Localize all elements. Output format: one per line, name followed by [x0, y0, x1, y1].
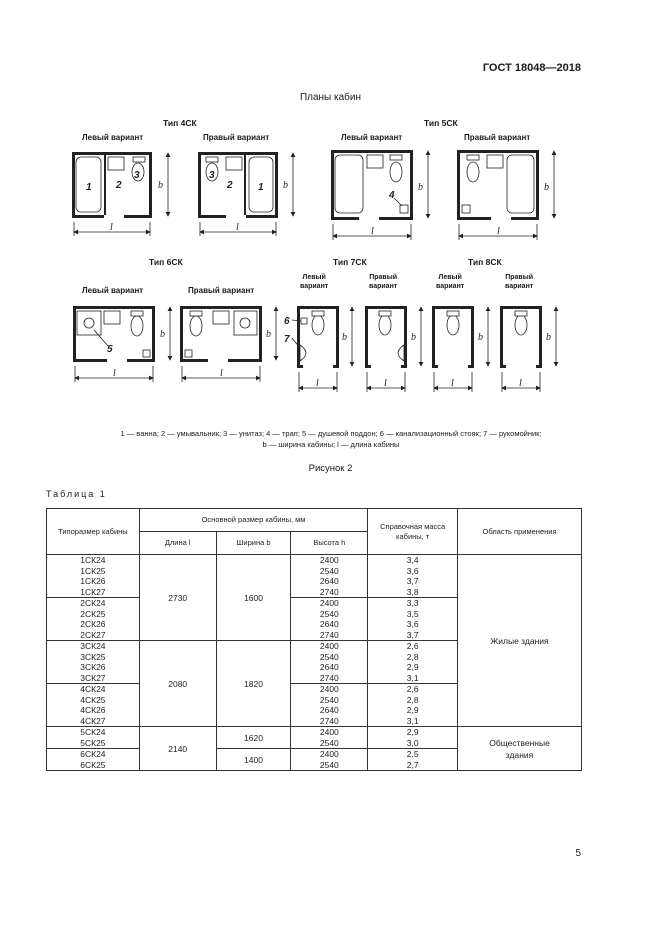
plan-5sk-left — [331, 150, 413, 220]
svg-text:b: b — [158, 180, 163, 191]
variant-left-label: Левый вариант — [82, 286, 144, 295]
variant-left-label: Левый вариант — [436, 274, 465, 290]
svg-text:l: l — [519, 378, 522, 389]
svg-text:b: b — [546, 332, 551, 343]
header-width: Ширина b — [216, 532, 291, 555]
table-row: 5СК24 5СК25 2140 1620 2400 2540 2,9 3,0 Общественные здания — [47, 727, 582, 749]
variant-right-label: Правый вариант — [369, 274, 398, 290]
svg-text:l: l — [110, 222, 113, 233]
plan-4sk-left — [72, 152, 152, 218]
table-row: 2СК24 2СК25 2СК26 2СК27 2400 2540 2640 2740 3,3 3,5 3,6 3,7 — [47, 598, 582, 641]
mark-2: 2 — [227, 180, 233, 191]
table-title: Таблица 1 — [46, 489, 107, 499]
svg-text:l: l — [451, 378, 454, 389]
mark-1: 1 — [86, 182, 92, 193]
mark-3: 3 — [209, 170, 215, 181]
type-5sk-label: Тип 5СК — [424, 118, 458, 128]
svg-text:l: l — [371, 226, 374, 237]
mark-1: 1 — [258, 182, 264, 193]
plan-5sk-right — [457, 150, 539, 220]
type-6sk-label: Тип 6СК — [149, 257, 183, 267]
header-main-size: Основной размер кабины, мм — [139, 509, 367, 532]
svg-text:l: l — [316, 378, 319, 389]
svg-text:b: b — [418, 182, 423, 193]
mark-2: 2 — [116, 180, 122, 191]
variant-right-label: Правый вариант — [188, 286, 255, 295]
mark-4: 4 — [389, 190, 395, 201]
type-7sk-label: Тип 7СК — [333, 257, 367, 267]
plan-8sk-right — [500, 306, 542, 368]
plan-6sk-left — [73, 306, 155, 362]
svg-text:l: l — [220, 368, 223, 379]
mark-6: 6 — [284, 316, 290, 327]
cabin-plans-drawing — [0, 0, 661, 420]
table-row: 6СК24 6СК25 1400 2400 2540 2,5 2,7 — [47, 749, 582, 771]
variant-right-label: Правый вариант — [203, 133, 270, 142]
table-row: 1СК24 1СК25 1СК26 1СК27 2730 1600 2400 2540 2640 2740 3,4 3,6 3,7 3,8 Жилые здания — [47, 555, 582, 598]
type-4sk-label: Тип 4СК — [163, 118, 197, 128]
page-number: 5 — [575, 848, 581, 859]
variant-left-label: Левый вариант — [82, 133, 144, 142]
document-id: ГОСТ 18048—2018 — [482, 62, 581, 74]
plan-6sk-right — [180, 306, 262, 362]
variant-right-label: Правый вариант — [505, 274, 534, 290]
figure-title: Планы кабин — [299, 92, 362, 103]
header-type: Типоразмер кабины — [47, 509, 140, 555]
figure-caption: Рисунок 2 — [308, 463, 353, 474]
mark-7: 7 — [284, 334, 290, 345]
svg-text:b: b — [160, 329, 165, 340]
table-row: 4СК24 4СК25 4СК26 4СК27 2400 2540 2640 2740 2,6 2,8 2,9 3,1 — [47, 684, 582, 727]
svg-text:l: l — [236, 222, 239, 233]
header-height: Высота h — [291, 532, 368, 555]
svg-text:b: b — [283, 180, 288, 191]
cabin-size-table — [46, 508, 582, 771]
svg-text:l: l — [113, 368, 116, 379]
svg-text:b: b — [266, 329, 271, 340]
variant-left-label: Левый вариант — [300, 274, 329, 290]
svg-text:l: l — [384, 378, 387, 389]
svg-text:b: b — [544, 182, 549, 193]
svg-text:l: l — [497, 226, 500, 237]
svg-text:b: b — [342, 332, 347, 343]
mark-3: 3 — [134, 170, 140, 181]
variant-left-label: Левый вариант — [341, 133, 403, 142]
plan-4sk-right — [198, 152, 278, 218]
table-row: 3СК24 3СК25 3СК26 3СК27 2080 1820 2400 2540 2640 2740 2,6 2,8 2,9 3,1 — [47, 641, 582, 684]
header-length: Длина l — [139, 532, 216, 555]
plan-8sk-left — [432, 306, 474, 368]
plan-7sk-right — [365, 306, 407, 368]
svg-text:b: b — [478, 332, 483, 343]
figure-legend: 1 — ванна; 2 — умывальник; 3 — унитаз; 4 — трап; 5 — душевой поддон; 6 — канализационный стояк; 7 — рукомойник; b — ширина кабины; l — длина кабины — [120, 429, 542, 449]
type-8sk-label: Тип 8СК — [468, 257, 502, 267]
header-area: Область применения — [458, 509, 582, 555]
header-mass: Справочная масса кабины, т — [368, 509, 458, 555]
variant-right-label: Правый вариант — [464, 133, 531, 142]
plan-7sk-left — [297, 306, 339, 368]
svg-text:b: b — [411, 332, 416, 343]
mark-5: 5 — [107, 344, 113, 355]
